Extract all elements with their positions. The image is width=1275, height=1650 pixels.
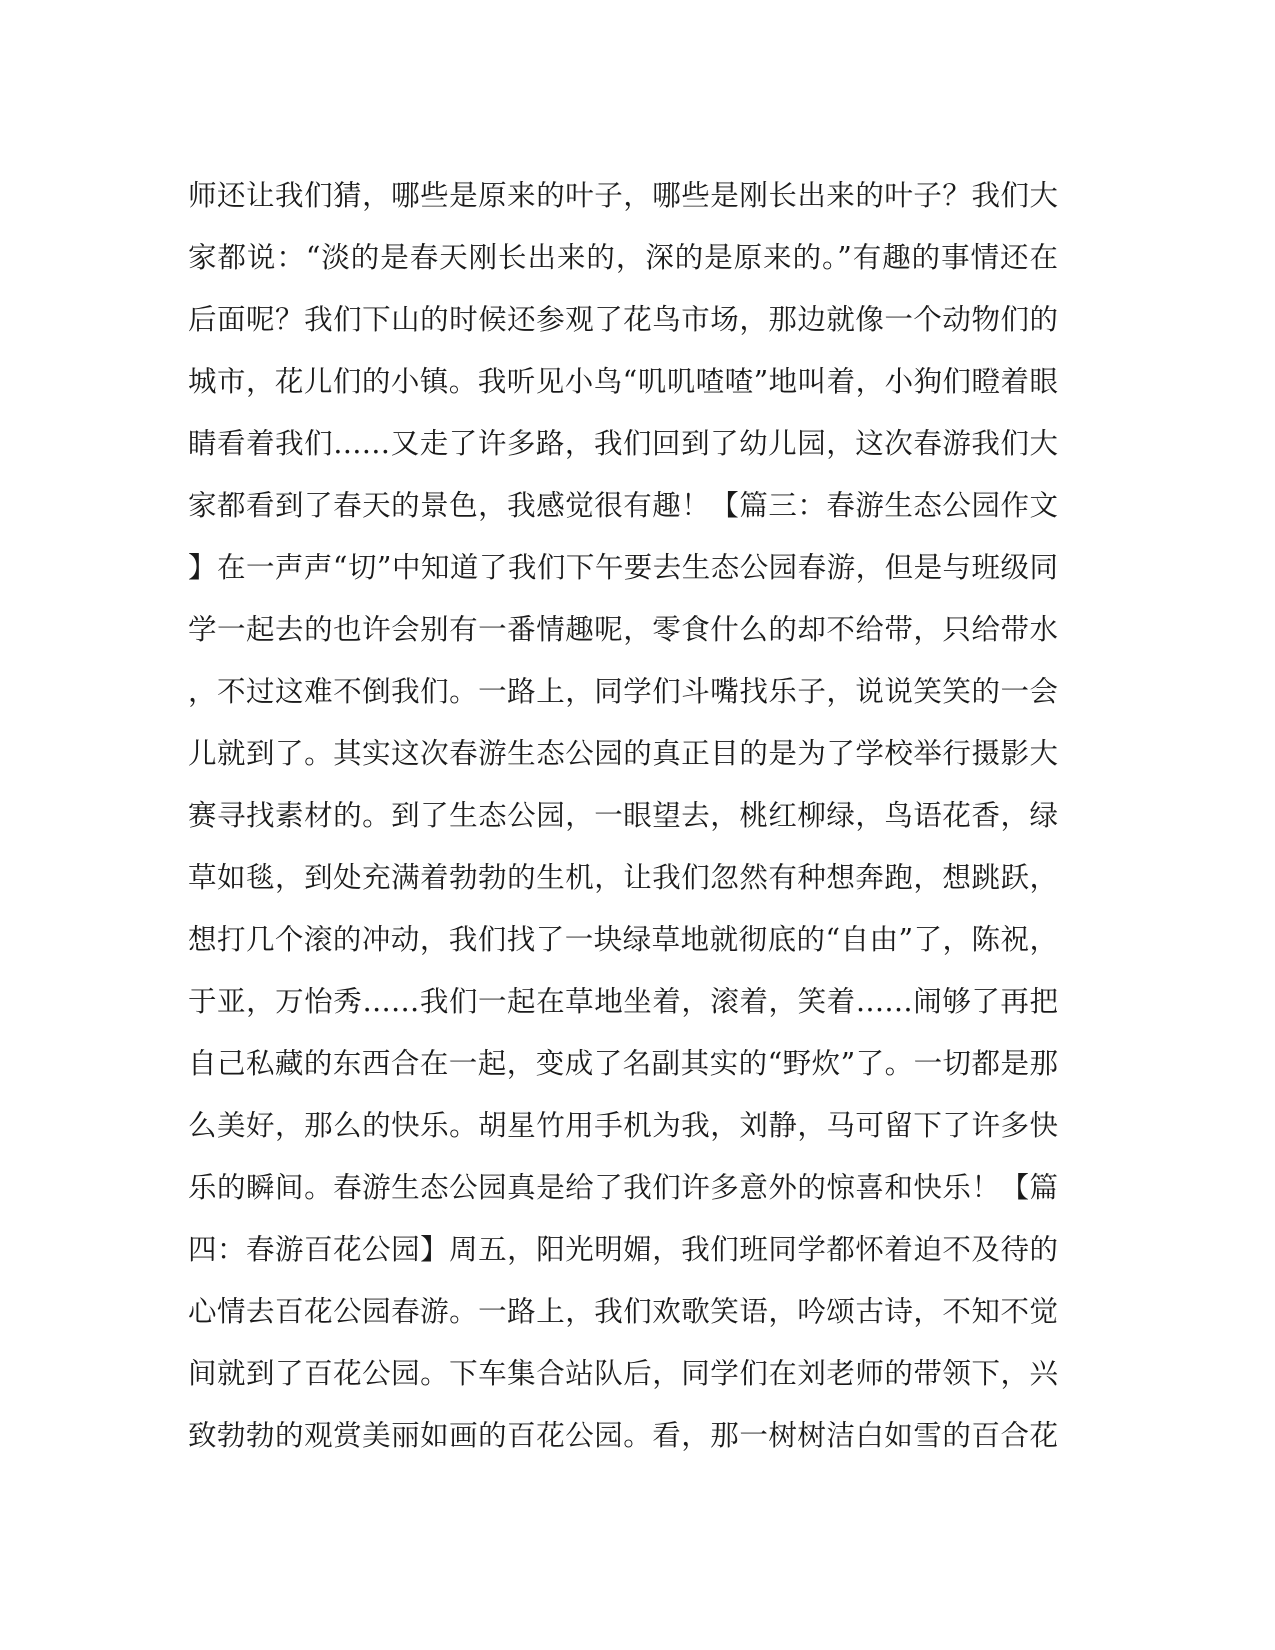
text-line: 么美好，那么的快乐。胡星竹用手机为我，刘静，马可留下了许多快 xyxy=(188,1109,1058,1142)
text-line: 家都说：“淡的是春天刚长出来的，深的是原来的。”有趣的事情还在 xyxy=(188,241,1058,274)
body-text xyxy=(188,165,1058,1467)
text-line: 学一起去的也许会别有一番情趣呢，零食什么的却不给带，只给带水 xyxy=(188,613,1058,646)
text-line: 师还让我们猜，哪些是原来的叶子，哪些是刚长出来的叶子？我们大 xyxy=(188,179,1058,212)
text-line: 间就到了百花公园。下车集合站队后，同学们在刘老师的带领下，兴 xyxy=(188,1357,1058,1390)
text-line: ，不过这难不倒我们。一路上，同学们斗嘴找乐子，说说笑笑的一会 xyxy=(188,675,1058,708)
text-line: 儿就到了。其实这次春游生态公园的真正目的是为了学校举行摄影大 xyxy=(188,737,1058,770)
text-line: 自己私藏的东西合在一起，变成了名副其实的“野炊”了。一切都是那 xyxy=(188,1047,1058,1080)
text-line: 致勃勃的观赏美丽如画的百花公园。看，那一树树洁白如雪的百合花 xyxy=(188,1419,1058,1452)
text-line: 睛看着我们……又走了许多路，我们回到了幼儿园，这次春游我们大 xyxy=(188,427,1058,460)
text-line: 草如毯，到处充满着勃勃的生机，让我们忽然有种想奔跑，想跳跃， xyxy=(188,861,1058,894)
text-line: 后面呢？我们下山的时候还参观了花鸟市场，那边就像一个动物们的 xyxy=(188,303,1058,336)
text-line: 乐的瞬间。春游生态公园真是给了我们许多意外的惊喜和快乐！【篇 xyxy=(188,1171,1058,1204)
text-line: 四：春游百花公园】周五，阳光明媚，我们班同学都怀着迫不及待的 xyxy=(188,1233,1058,1266)
text-line: 心情去百花公园春游。一路上，我们欢歌笑语，吟颂古诗，不知不觉 xyxy=(188,1295,1058,1328)
text-line: 赛寻找素材的。到了生态公园，一眼望去，桃红柳绿，鸟语花香，绿 xyxy=(188,799,1058,832)
text-line: 想打几个滚的冲动，我们找了一块绿草地就彻底的“自由”了，陈祝， xyxy=(188,923,1058,956)
text-line: 于亚，万怡秀……我们一起在草地坐着，滚着，笑着……闹够了再把 xyxy=(188,985,1058,1018)
text-line: 城市，花儿们的小镇。我听见小鸟“叽叽喳喳”地叫着，小狗们瞪着眼 xyxy=(188,365,1058,398)
text-line: 】在一声声“切”中知道了我们下午要去生态公园春游，但是与班级同 xyxy=(188,551,1058,584)
text-line: 家都看到了春天的景色，我感觉很有趣！【篇三：春游生态公园作文 xyxy=(188,489,1058,522)
